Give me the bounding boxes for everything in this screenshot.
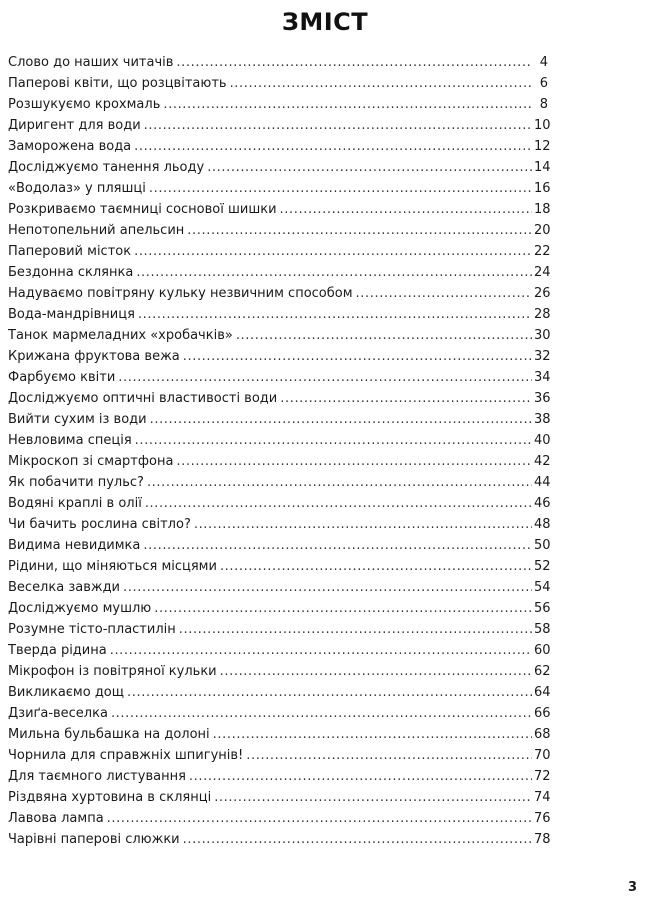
- toc-entry-title: Фарбуємо квіти: [8, 370, 116, 385]
- toc-entry: [8, 745, 551, 766]
- toc-entry-title: Лавова лампа: [8, 811, 104, 826]
- toc-entry: [8, 283, 551, 304]
- toc-entry-page: 38: [534, 412, 551, 427]
- toc-entry-page: 40: [534, 433, 551, 448]
- toc-entry-page: 4: [539, 55, 548, 70]
- toc-entry: [8, 724, 551, 745]
- dot-leader: [187, 220, 532, 241]
- toc-entry-title: Крижана фруктова вежа: [8, 349, 180, 364]
- toc-entry: [8, 346, 551, 367]
- dot-leader: [145, 493, 532, 514]
- dot-leader: [280, 388, 532, 409]
- toc-entry: [8, 619, 551, 640]
- toc-entry: [8, 136, 551, 157]
- toc-entry-page: 42: [534, 454, 551, 469]
- toc-entry-title: Досліджуємо мушлю: [8, 601, 152, 616]
- dot-leader: [194, 514, 532, 535]
- toc-entry-title: Рідини, що міняються місцями: [8, 559, 217, 574]
- toc-entry-title: Чорнила для справжніх шпигунів!: [8, 748, 244, 763]
- toc-entry-title: Вода-мандрівниця: [8, 307, 135, 322]
- toc-entry-page: 54: [534, 580, 551, 595]
- toc-entry-title: Досліджуємо танення льоду: [8, 160, 205, 175]
- toc-entry: [8, 409, 551, 430]
- toc-entry-title: Різдвяна хуртовина в склянці: [8, 790, 212, 805]
- toc-entry-title: Тверда рідина: [8, 643, 107, 658]
- page-title: ЗМІСТ: [281, 8, 369, 36]
- toc-entry: [8, 430, 551, 451]
- toc-entry: [8, 808, 551, 829]
- dot-leader: [118, 367, 532, 388]
- toc-entry-title: Мильна бульбашка на долоні: [8, 727, 210, 742]
- toc-entry-title: «Водолаз» у пляшці: [8, 181, 146, 196]
- toc-entry-page: 60: [534, 643, 551, 658]
- toc-entry-title: Вийти сухим із води: [8, 412, 147, 427]
- toc-entry-title: Заморожена вода: [8, 139, 132, 154]
- dot-leader: [127, 682, 532, 703]
- toc-entry: [8, 94, 548, 115]
- toc-entry-page: 18: [534, 202, 551, 217]
- toc-entry: [8, 52, 548, 73]
- dot-leader: [136, 262, 532, 283]
- toc-entry-title: Веселка завжди: [8, 580, 121, 595]
- dot-leader: [176, 52, 532, 73]
- toc-entry-page: 66: [534, 706, 551, 721]
- dot-leader: [213, 724, 532, 745]
- dot-leader: [135, 430, 532, 451]
- toc-entry-title: Чарівні паперові слюжки: [8, 832, 180, 847]
- toc-entry-title: Паперовий місток: [8, 244, 132, 259]
- dot-leader: [220, 661, 532, 682]
- toc-entry-page: 78: [534, 832, 551, 847]
- toc-entry: [8, 367, 551, 388]
- dot-leader: [189, 766, 532, 787]
- toc-entry: [8, 703, 551, 724]
- toc-entry-title: Водяні краплі в олії: [8, 496, 142, 511]
- toc-entry-page: 64: [534, 685, 551, 700]
- dot-leader: [149, 178, 532, 199]
- dot-leader: [111, 703, 532, 724]
- toc-entry: [8, 178, 551, 199]
- toc-entry-title: Бездонна склянка: [8, 265, 134, 280]
- toc-entry-page: 56: [534, 601, 551, 616]
- toc-entry: [8, 766, 551, 787]
- toc-entry-title: Досліджуємо оптичні властивості води: [8, 391, 278, 406]
- toc-entry-page: 16: [534, 181, 551, 196]
- toc-entry-title: Надуваємо повітряну кульку незвичним способом: [8, 286, 353, 301]
- toc-entry: [8, 598, 551, 619]
- toc-entry: [8, 472, 551, 493]
- toc-entry-title: Непотопельний апельсин: [8, 223, 185, 238]
- dot-leader: [143, 535, 532, 556]
- toc-entry-title: Викликаємо дощ: [8, 685, 125, 700]
- dot-leader: [147, 472, 532, 493]
- toc-entry-title: Танок мармеладних «хробачків»: [8, 328, 233, 343]
- toc-entry-page: 8: [539, 97, 548, 112]
- toc-entry: [8, 325, 551, 346]
- toc-entry-page: 32: [534, 349, 551, 364]
- toc-entry-title: Для таємного листування: [8, 769, 186, 784]
- dot-leader: [110, 640, 532, 661]
- toc-entry-page: 50: [534, 538, 551, 553]
- toc-entry-title: Диригент для води: [8, 118, 141, 133]
- toc-entry-title: Паперові квіти, що розцвітають: [8, 76, 227, 91]
- toc-entry-page: 24: [534, 265, 551, 280]
- dot-leader: [236, 325, 532, 346]
- toc-entry: [8, 661, 551, 682]
- toc-entry-title: Розшукуємо крохмаль: [8, 97, 161, 112]
- toc-entry: [8, 157, 551, 178]
- toc-entry-page: 36: [534, 391, 551, 406]
- toc-entry-title: Мікроскоп зі смартфона: [8, 454, 174, 469]
- dot-leader: [154, 598, 532, 619]
- dot-leader: [246, 745, 532, 766]
- dot-leader: [163, 94, 532, 115]
- dot-leader: [138, 304, 532, 325]
- toc-entry: [8, 388, 551, 409]
- toc-entry-page: 22: [534, 244, 551, 259]
- dot-leader: [123, 577, 532, 598]
- dot-leader: [183, 346, 532, 367]
- toc-entry: [8, 73, 548, 94]
- toc-entry: [8, 829, 551, 850]
- toc-entry: [8, 304, 551, 325]
- dot-leader: [230, 73, 532, 94]
- toc-entry-page: 12: [534, 139, 551, 154]
- toc-entry-page: 28: [534, 307, 551, 322]
- table-of-contents: [8, 52, 551, 850]
- dot-leader: [214, 787, 532, 808]
- toc-entry-page: 72: [534, 769, 551, 784]
- toc-entry: [8, 199, 551, 220]
- dot-leader: [179, 619, 532, 640]
- toc-entry-page: 30: [534, 328, 551, 343]
- dot-leader: [220, 556, 532, 577]
- toc-entry-title: Дзиґа-веселка: [8, 706, 108, 721]
- toc-entry-page: 44: [534, 475, 551, 490]
- toc-entry-page: 14: [534, 160, 551, 175]
- dot-leader: [134, 136, 532, 157]
- toc-entry-title: Розумне тісто-пластилін: [8, 622, 176, 637]
- toc-entry: [8, 241, 551, 262]
- toc-entry-page: 46: [534, 496, 551, 511]
- toc-entry-page: 20: [534, 223, 551, 238]
- dot-leader: [134, 241, 532, 262]
- toc-entry-page: 48: [534, 517, 551, 532]
- toc-entry-page: 70: [534, 748, 551, 763]
- toc-entry: [8, 493, 551, 514]
- dot-leader: [356, 283, 532, 304]
- toc-entry: [8, 577, 551, 598]
- toc-entry-page: 68: [534, 727, 551, 742]
- toc-entry: [8, 115, 551, 136]
- toc-entry-page: 10: [534, 118, 551, 133]
- toc-entry-title: Як побачити пульс?: [8, 475, 144, 490]
- toc-entry-page: 76: [534, 811, 551, 826]
- toc-entry-title: Мікрофон із повітряної кульки: [8, 664, 217, 679]
- dot-leader: [144, 115, 532, 136]
- dot-leader: [280, 199, 532, 220]
- toc-entry-title: Чи бачить рослина світло?: [8, 517, 191, 532]
- toc-entry-title: Слово до наших читачів: [8, 55, 174, 70]
- toc-entry: [8, 640, 551, 661]
- toc-entry-title: Видима невидимка: [8, 538, 141, 553]
- toc-entry: [8, 262, 551, 283]
- dot-leader: [183, 829, 532, 850]
- dot-leader: [150, 409, 532, 430]
- toc-entry-page: 6: [539, 76, 548, 91]
- toc-entry-title: Невловима спеція: [8, 433, 132, 448]
- toc-entry: [8, 220, 551, 241]
- toc-entry: [8, 514, 551, 535]
- toc-entry-page: 62: [534, 664, 551, 679]
- toc-entry-title: Розкриваємо таємниці соснової шишки: [8, 202, 277, 217]
- toc-entry: [8, 451, 551, 472]
- toc-entry-page: 34: [534, 370, 551, 385]
- toc-entry-page: 52: [534, 559, 551, 574]
- page-number: 3: [628, 880, 638, 895]
- toc-entry: [8, 535, 551, 556]
- dot-leader: [176, 451, 532, 472]
- toc-entry-page: 26: [534, 286, 551, 301]
- toc-entry: [8, 787, 551, 808]
- toc-entry: [8, 556, 551, 577]
- toc-entry-page: 58: [534, 622, 551, 637]
- toc-entry-page: 74: [534, 790, 551, 805]
- toc-entry: [8, 682, 551, 703]
- dot-leader: [107, 808, 532, 829]
- dot-leader: [207, 157, 532, 178]
